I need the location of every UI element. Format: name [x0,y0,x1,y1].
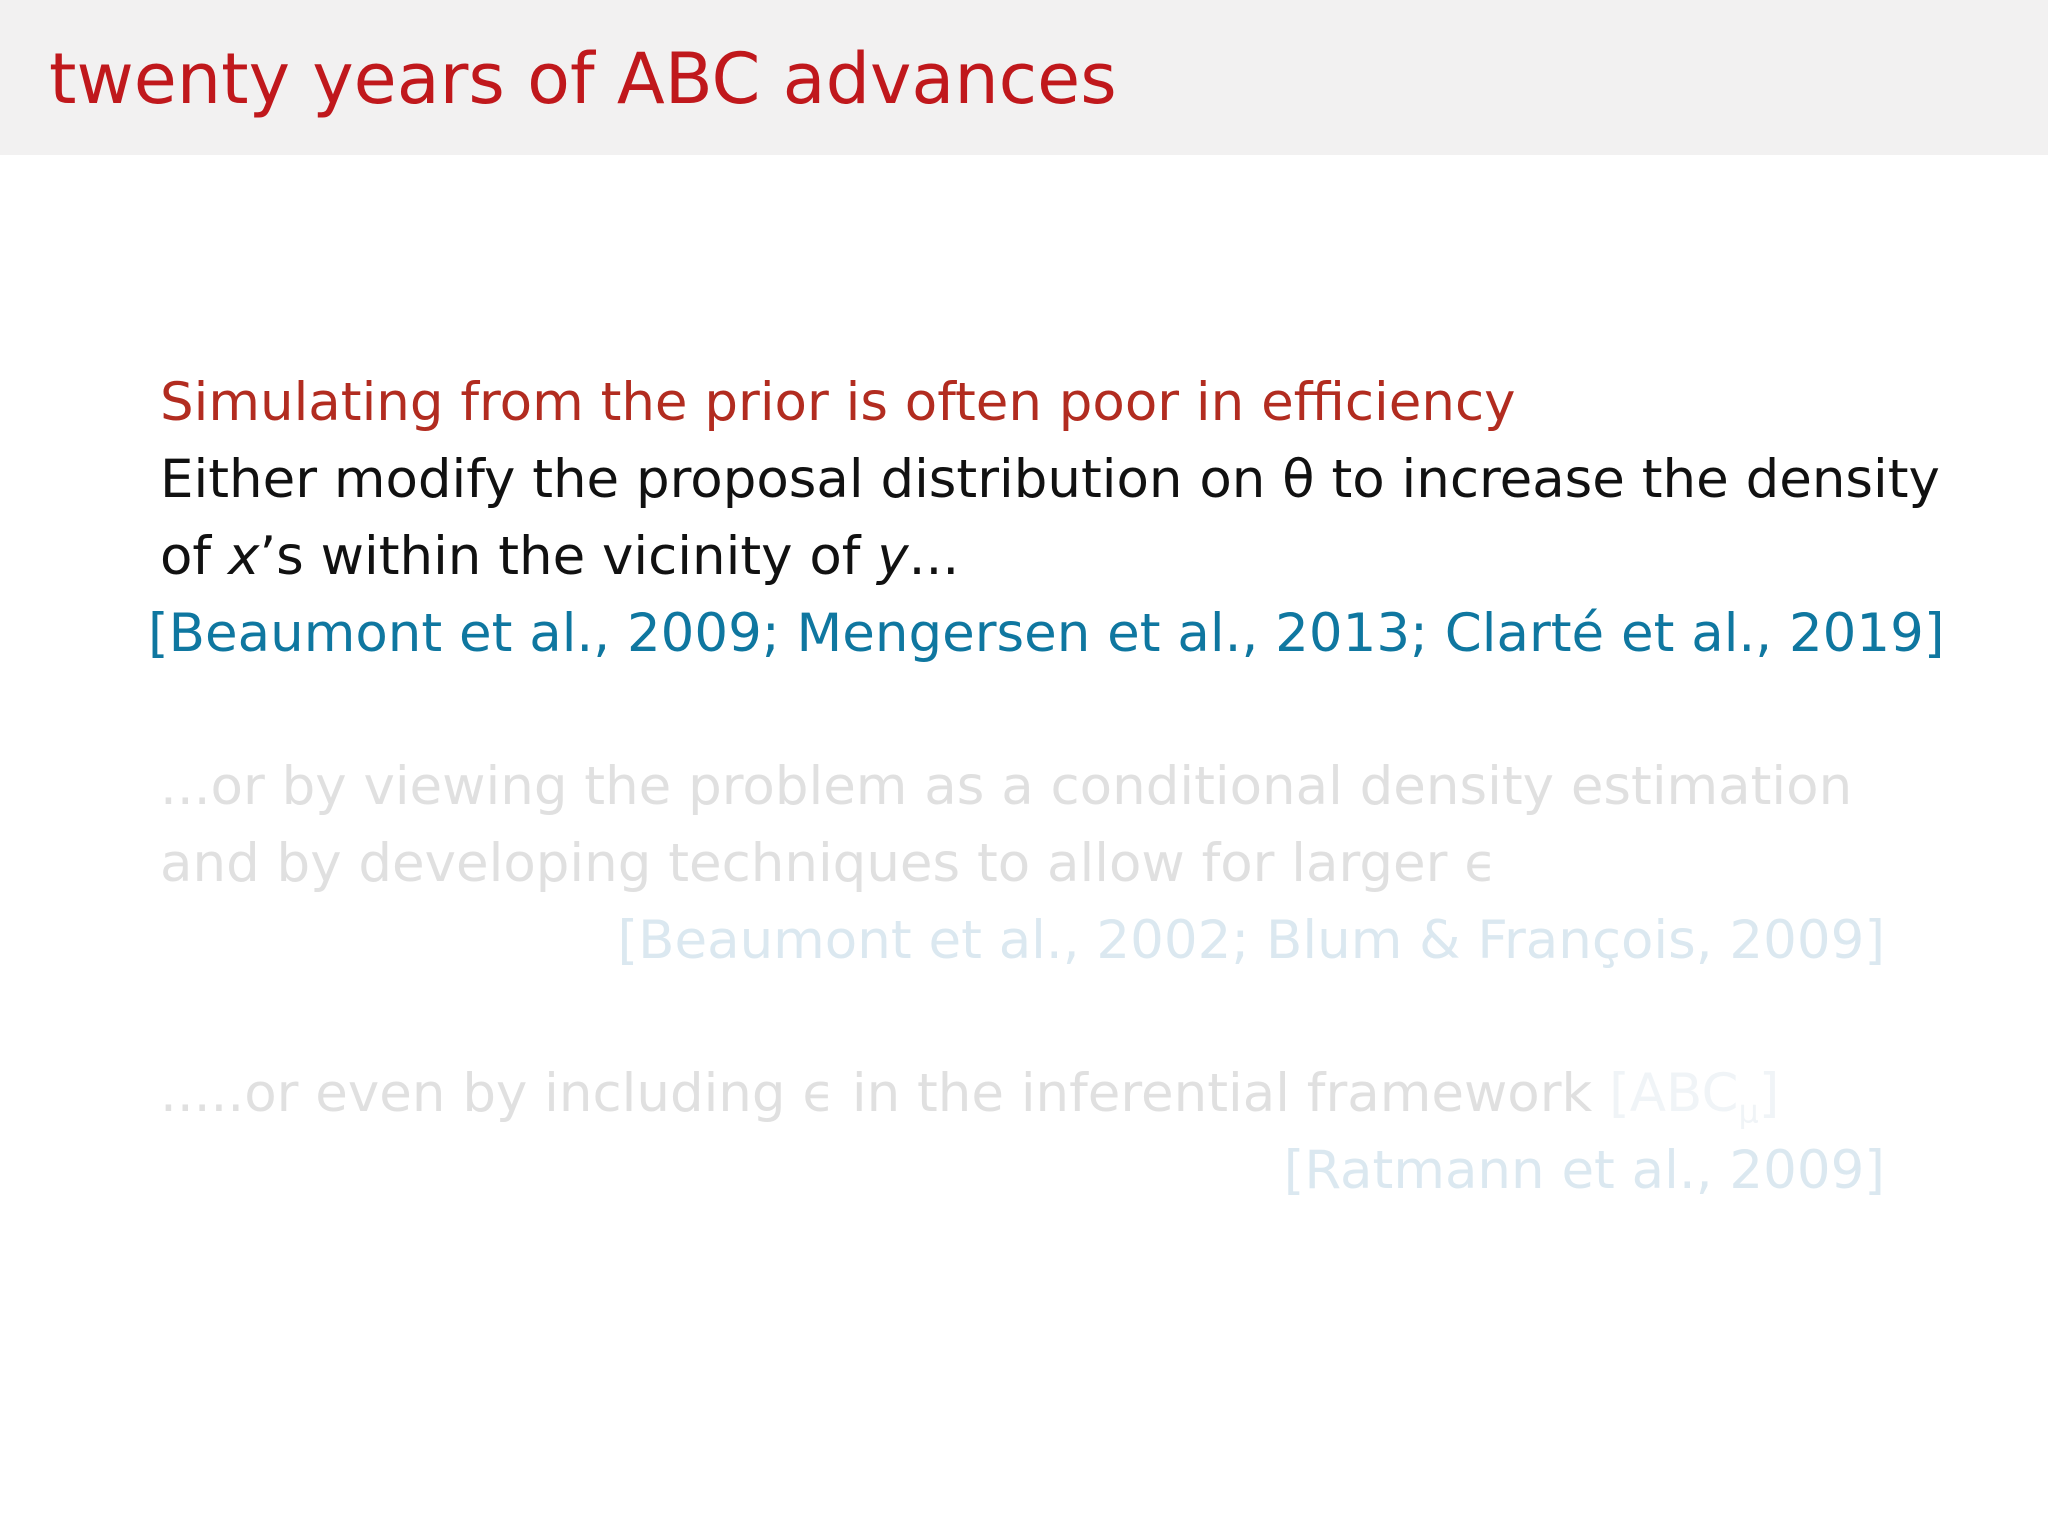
variable-x: x [227,526,260,587]
abc-mu-tag-close: ] [1758,1063,1780,1124]
slide-content [148,364,1945,1209]
block3-line1-text: .....or even by including ϵ in the inferential framework [160,1063,1610,1124]
abc-mu-tag-sub: μ [1738,1093,1759,1131]
block1-line2-suffix: ... [908,526,960,587]
block1-heading: Simulating from the prior is often poor in efficiency [160,372,1516,433]
block1-line1: Either modify the proposal distribution on θ to increase the density [160,449,1940,510]
spacer [160,979,1885,1055]
block3-line1 [160,1055,1885,1132]
slide-header [0,0,2048,155]
block2-line1: ...or by viewing the problem as a conditional density estimation [160,756,1853,817]
block2-citation: [Beaumont et al., 2002; Blum & François, 2009] [617,910,1885,971]
block1-citation: [Beaumont et al., 2009; Mengersen et al., 2013; Clarté et al., 2019] [148,603,1945,664]
spacer [160,672,1885,748]
block1-line2-middle: ’s within the vicinity of [259,526,878,587]
block2-line2: and by developing techniques to allow for larger ϵ [160,833,1497,894]
slide-title: twenty years of ABC advances [49,38,1117,120]
abc-mu-tag-main: [ABC [1609,1063,1739,1124]
block1-line2 [160,518,1885,595]
variable-y: y [877,526,909,587]
block3-citation: [Ratmann et al., 2009] [1283,1140,1885,1201]
block1-line2-prefix: of [160,526,228,587]
abc-mu-tag [1609,1063,1780,1131]
